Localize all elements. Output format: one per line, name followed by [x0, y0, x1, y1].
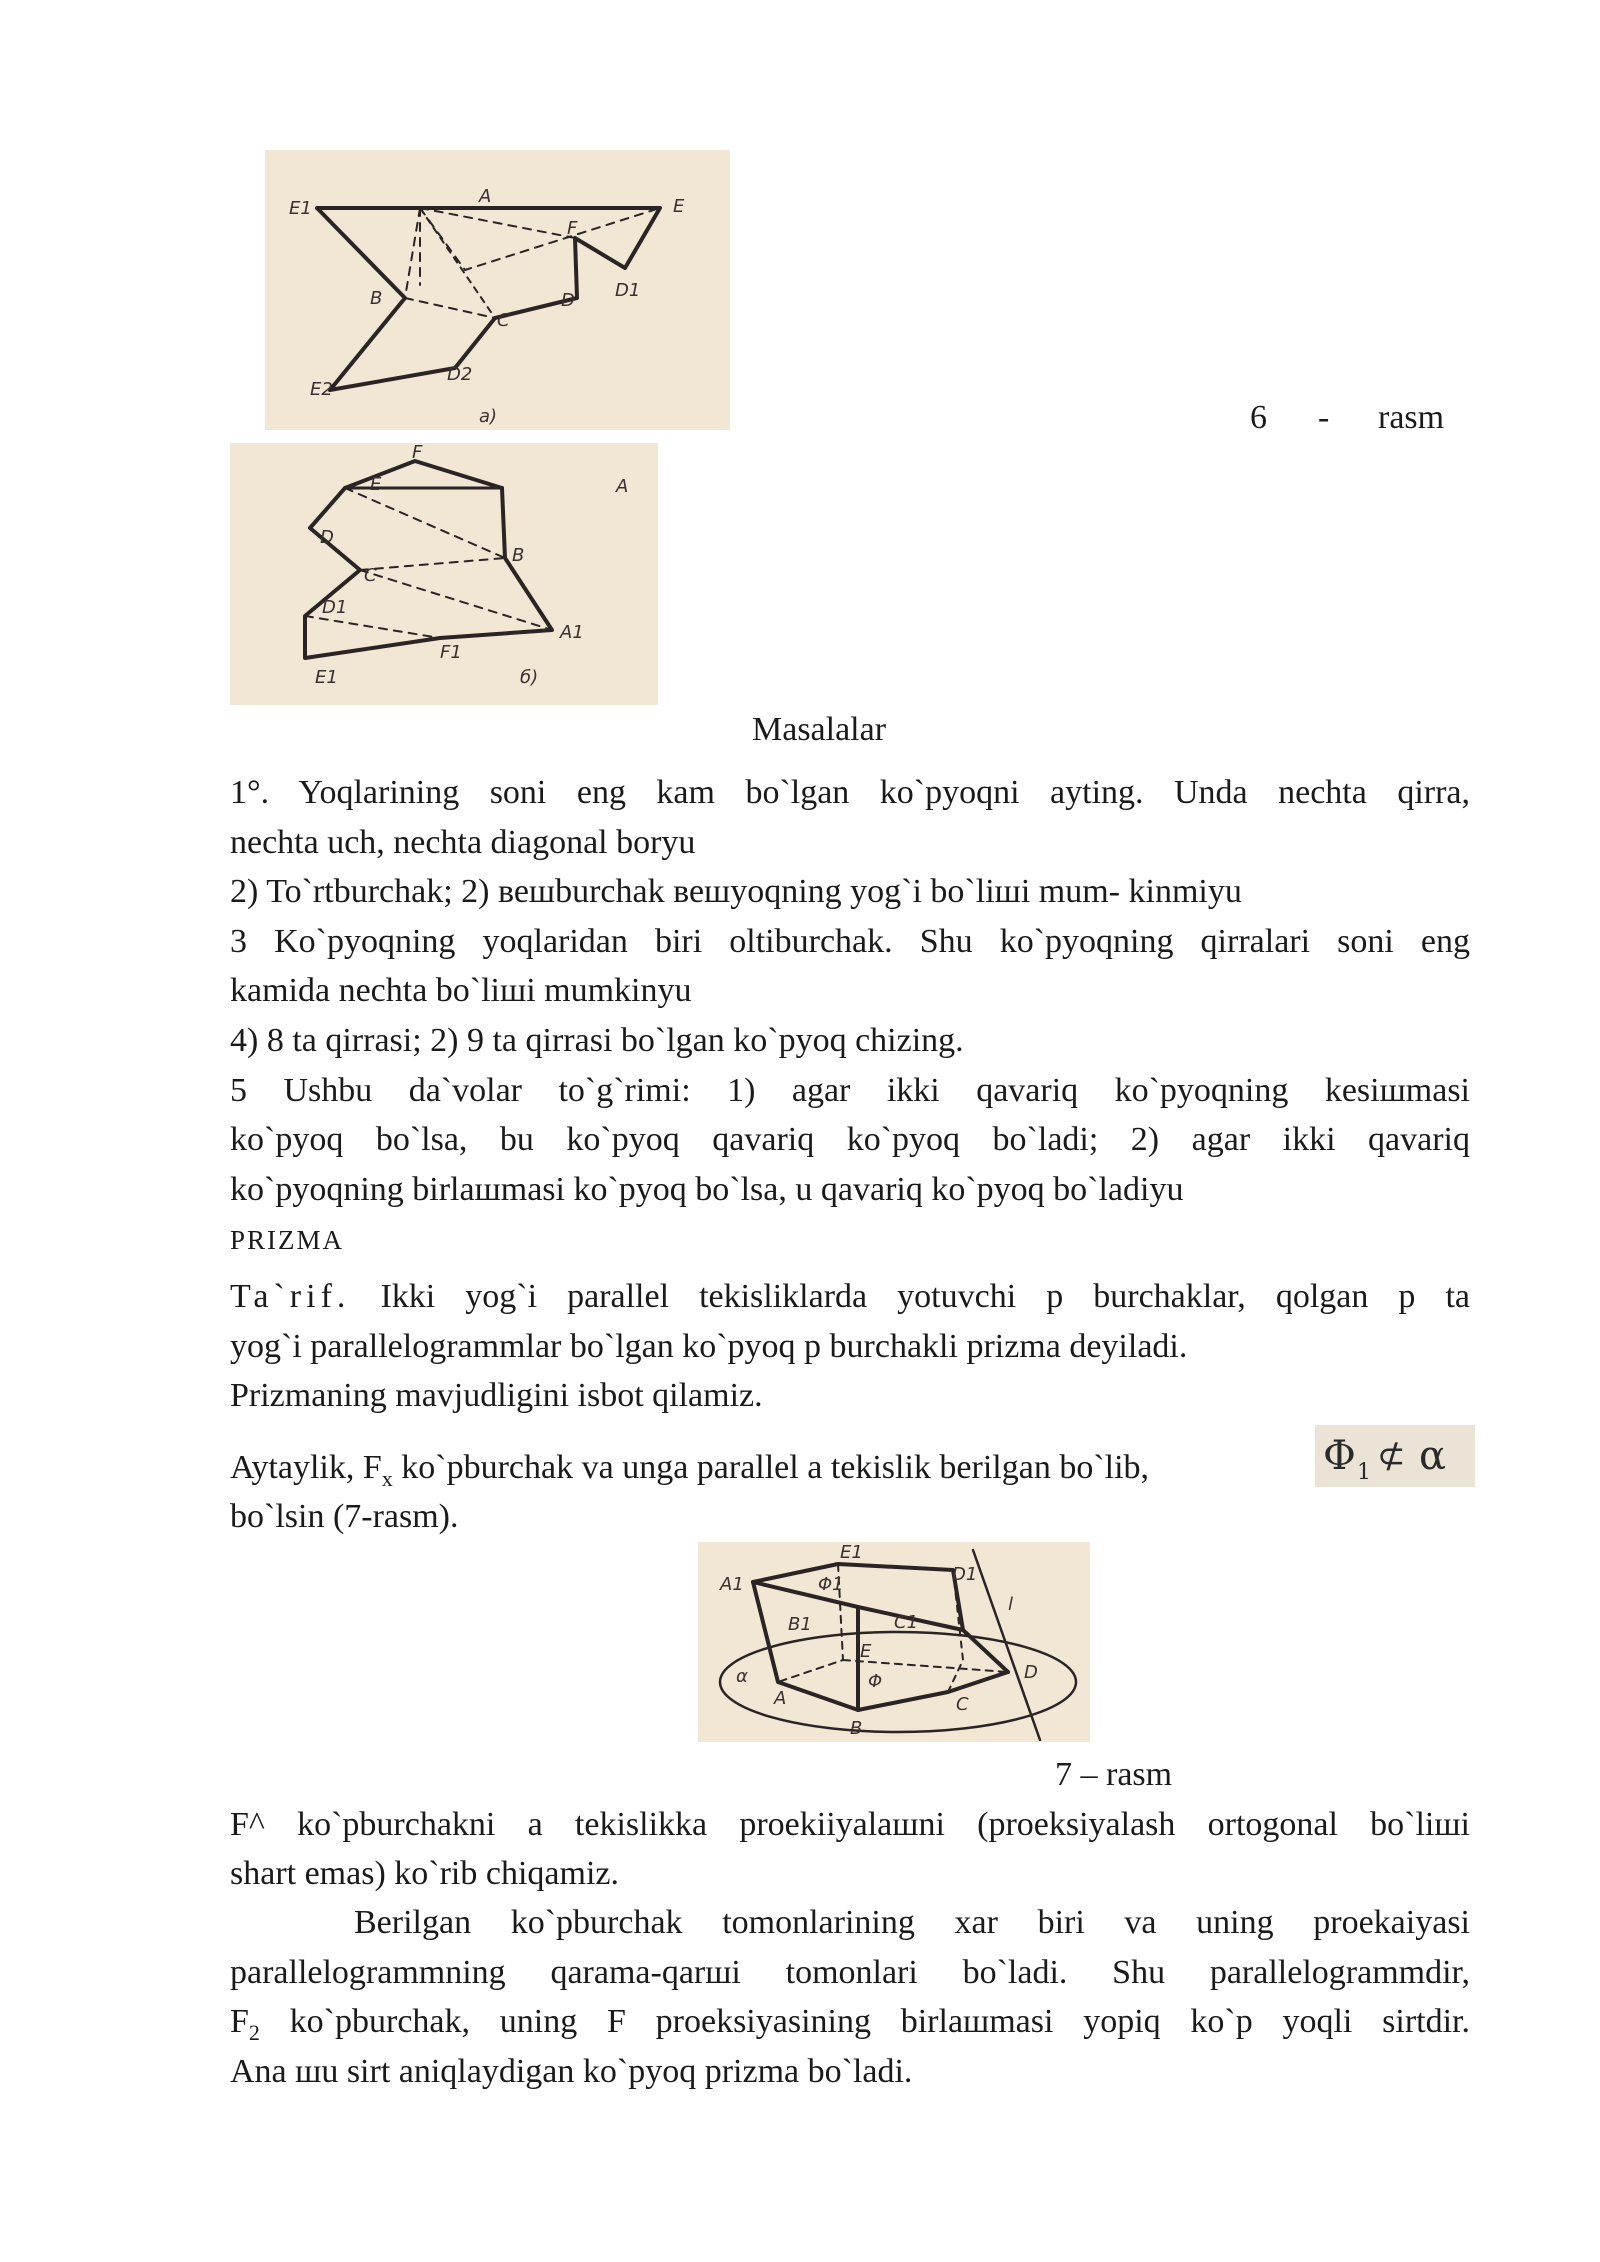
- fig6a-label-d1: D1: [615, 280, 641, 301]
- figure-7: [698, 1542, 1090, 1742]
- fig7-label-e1: E1: [840, 1542, 863, 1563]
- problem-5-line-1: 5 Ushbu da`volar to`g`rimi: 1) agar ikki qavariq ko`pyoqning kesiшmasi: [230, 1072, 1470, 1109]
- fig6b-label-f: F: [412, 443, 423, 463]
- conclusion-line-4: Ana шu sirt aniqlaydigan ko`pyoq prizma bo`ladi.: [230, 2053, 913, 2090]
- formula-phi: Φ: [1323, 1433, 1356, 1479]
- formula-drawing: [1315, 1425, 1475, 1487]
- figure-6-caption-number: 6: [1250, 399, 1267, 436]
- definition-lead: Ta`rif.: [230, 1278, 351, 1315]
- assume-subscript: x: [381, 1465, 393, 1491]
- problem-4: 4) 8 ta qirrasi; 2) 9 ta qirrasi bo`lgan ko`pyoq chizing.: [230, 1022, 964, 1059]
- fig6a-label-c: C: [497, 310, 510, 331]
- problem-2: 2) To`rtburchak; 2) вешburchak вешyoqning yog`i bo`liшi mum- kinmiyu: [230, 873, 1242, 910]
- assume-line-1-end: ko`pburchak va unga parallel a tekislik berilgan bo`lib,: [392, 1449, 1150, 1486]
- problem-1-line-2: nechta uch, nechta diagonal boryu: [230, 824, 696, 861]
- fig7-label-phi: Φ: [868, 1671, 883, 1692]
- fig6b-label-e: E: [370, 474, 382, 495]
- conclusion-line-3-rest: ko`pburchak, uning F proeksiyasining birlaшmasi yopiq ko`p yoqli sirtdir.: [259, 2003, 1470, 2040]
- problem-3-line-1: 3 Ko`pyoqning yoqlaridan biri oltiburchak. Shu ko`pyoqning qirralari soni eng: [230, 923, 1470, 960]
- definition-line-2: yog`i parallelogrammlar bo`lgan ko`pyoq p burchakli prizma deyiladi.: [230, 1328, 1188, 1365]
- conclusion-line-1: Berilgan ko`pburchak tomonlarining xar biri va uning proekaiyasi: [354, 1904, 1470, 1941]
- conclusion-line-2: parallelogrammning qarama-qarшi tomonlari bo`ladi. Shu parallelogrammdir,: [230, 1954, 1470, 1991]
- fig6b-sublabel: б): [520, 667, 539, 688]
- fig7-label-d: D: [1024, 1662, 1038, 1683]
- fig7-label-l: l: [1008, 1594, 1014, 1615]
- fig6a-label-b: B: [370, 288, 383, 309]
- fig6b-label-a: A: [616, 476, 629, 497]
- fig6a-label-a: A: [479, 186, 492, 207]
- fig6a-label-e: E: [673, 196, 685, 217]
- problem-5-line-3: ko`pyoqning birlaшmasi ko`pyoq bo`lsa, u qavariq ko`pyoq bo`ladiyu: [230, 1171, 1184, 1208]
- fig6b-label-d1: D1: [322, 597, 348, 618]
- definition-line-3: Prizmaning mavjudligini isbot qilamiz.: [230, 1377, 763, 1414]
- fig6a-label-d2: D2: [447, 364, 473, 385]
- assume-line-1-start: Aytaylik, F: [230, 1449, 382, 1486]
- fig7-label-e: E: [860, 1641, 872, 1662]
- problem-5-line-2: ko`pyoq bo`lsa, bu ko`pyoq qavariq ko`pyoq bo`ladi; 2) agar ikki qavariq: [230, 1121, 1470, 1158]
- conclusion-line-3-f: F: [230, 2003, 249, 2040]
- fig6a-label-e1: E1: [289, 198, 312, 219]
- fig6a-label-d: D: [561, 290, 575, 311]
- fig6a-label-e2: E2: [310, 379, 333, 400]
- fig7-label-alpha: α: [736, 1666, 748, 1687]
- fig6b-label-c: C: [364, 565, 377, 586]
- figure-6b-drawing: [230, 443, 658, 705]
- assume-line-2: bo`lsin (7-rasm).: [230, 1498, 459, 1535]
- fig7-label-a1: A1: [720, 1574, 744, 1595]
- projection-line-2: shart emas) ko`rib chiqamiz.: [230, 1855, 619, 1892]
- problem-3-line-2: kamida nechta bo`liшi mumkinyu: [230, 972, 692, 1009]
- figure-6b: [230, 443, 658, 705]
- fig7-label-b1: B1: [788, 1614, 812, 1635]
- figure-7-drawing: [698, 1542, 1090, 1742]
- formula-alpha: α: [1419, 1433, 1447, 1479]
- fig7-label-b: B: [850, 1718, 863, 1739]
- formula-relation: ⊄: [1377, 1436, 1406, 1476]
- conclusion-subscript: 2: [248, 2019, 260, 2045]
- definition-line-1: [230, 1272, 1470, 1322]
- figure-6-caption-word: rasm: [1378, 399, 1445, 436]
- figure-6a: [265, 150, 730, 430]
- fig6b-label-b: B: [512, 545, 525, 566]
- formula-image: [1315, 1425, 1475, 1487]
- fig7-label-d1: D1: [952, 1564, 978, 1585]
- fig7-label-c1: C1: [894, 1612, 919, 1633]
- fig7-label-c: C: [956, 1694, 969, 1715]
- section-title: Masalalar: [752, 711, 887, 748]
- fig6b-label-f1: F1: [440, 642, 462, 663]
- figure-7-caption: 7 – rasm: [1055, 1756, 1173, 1793]
- problem-1-line-1: 1°. Yoqlarining soni eng kam bo`lgan ko`pyoqni ayting. Unda nechta qirra,: [230, 774, 1470, 811]
- fig6a-sublabel: a): [479, 406, 498, 427]
- fig6a-label-f: F: [567, 218, 578, 239]
- fig6b-label-e1: E1: [315, 667, 338, 688]
- figure-6a-drawing: [265, 150, 730, 430]
- definition-line-1-rest: Ikki yog`i parallel tekisliklarda yotuvchi p burchaklar, qolgan p ta: [350, 1278, 1470, 1315]
- figure-6-caption-dash: -: [1318, 399, 1330, 436]
- fig7-label-a: A: [774, 1688, 787, 1709]
- projection-line-1: F^ ko`pburchakni a tekislikka proekiiyalaшni (proeksiyalash ortogonal bo`liшi: [230, 1806, 1470, 1843]
- formula-sub: 1: [1357, 1460, 1371, 1485]
- fig7-label-phi1: Φ1: [818, 1574, 844, 1595]
- fig6b-label-a1: A1: [560, 622, 584, 643]
- fig6b-label-d: D: [320, 527, 334, 548]
- heading-prizma: PRIZMA: [230, 1225, 345, 1255]
